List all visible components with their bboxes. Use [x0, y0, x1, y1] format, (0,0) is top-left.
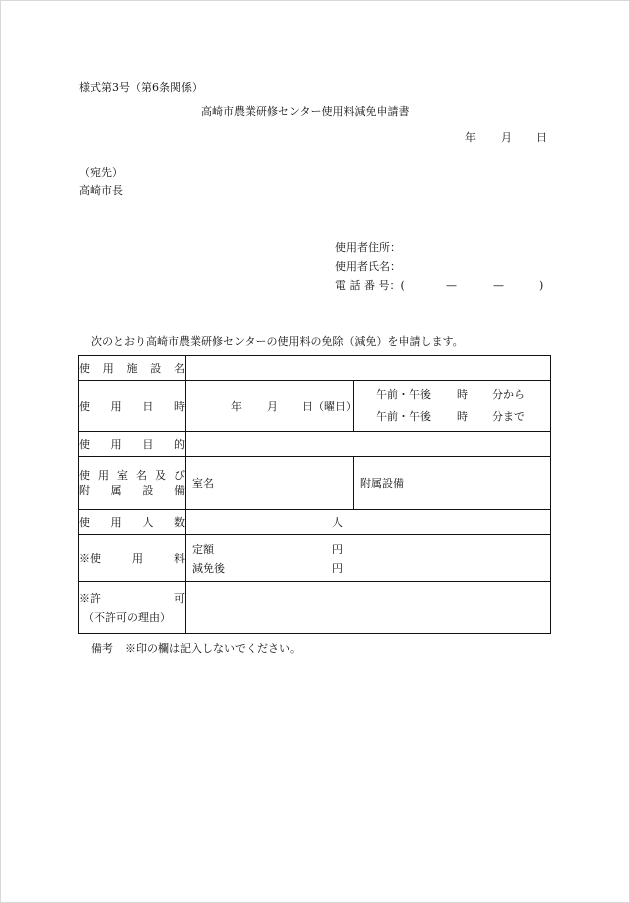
facility-value-cell[interactable] — [186, 356, 551, 381]
fee-reduced-label: 減免後 — [192, 562, 225, 575]
phone-dash-1: — — [446, 279, 457, 292]
intro-statement: 次のとおり高崎市農業研修センターの使用料の免除（減免）を申請します。 — [91, 335, 464, 348]
form-number: 様式第3号（第6条関係） — [79, 81, 203, 94]
fee-fixed-unit: 円 — [332, 543, 343, 556]
use-year: 年 — [231, 400, 242, 413]
room-label: 使 用 室 名 及 び 附 属 設 備 — [79, 457, 186, 510]
equipment-label: 附属設備 — [360, 477, 404, 490]
phone-close: ) — [539, 279, 544, 292]
people-label: 使 用 人 数 — [79, 510, 186, 535]
permit-reason: （不許可の理由） — [83, 610, 171, 624]
row-facility — [79, 356, 551, 381]
datetime-label: 使 用 日 時 — [79, 381, 186, 432]
row-permit — [79, 582, 551, 634]
equipment-subcell[interactable] — [354, 457, 550, 509]
fee-label: ※使 用 料 — [79, 535, 186, 582]
date-year: 年 — [465, 131, 476, 144]
permit-value-cell[interactable] — [186, 582, 551, 634]
fee-value-cell[interactable] — [186, 535, 551, 582]
people-unit: 人 — [332, 516, 343, 529]
room-name-label: 室名 — [192, 477, 214, 490]
phone-label: 電 話 番 号：( — [335, 279, 405, 292]
fee-fixed-label: 定額 — [192, 543, 214, 556]
row-purpose — [79, 432, 551, 457]
room-name-subcell[interactable] — [186, 457, 354, 509]
phone-dash-2: — — [493, 279, 504, 292]
time-subcell[interactable] — [354, 381, 550, 431]
date-subcell[interactable] — [186, 381, 357, 431]
row-room — [79, 457, 551, 510]
note-text: ※印の欄は記入しないでください。 — [125, 642, 301, 655]
note-label: 備考 — [91, 642, 113, 655]
room-value-cell[interactable] — [186, 457, 551, 510]
facility-label: 使 用 施 設 名 — [79, 356, 186, 381]
purpose-label: 使 用 目 的 — [79, 432, 186, 457]
purpose-value-cell[interactable] — [186, 432, 551, 457]
end-ampm: 午前・午後 — [376, 410, 431, 423]
use-month: 月 — [267, 400, 278, 413]
row-fee — [79, 535, 551, 582]
end-minute: 分まで — [492, 410, 525, 423]
use-day-weekday: 日（曜日） — [302, 400, 357, 413]
row-datetime — [79, 381, 551, 432]
datetime-value-cell[interactable] — [186, 381, 551, 432]
addressee-name: 高崎市長 — [79, 184, 123, 197]
start-hour: 時 — [457, 388, 468, 401]
application-table — [78, 355, 551, 634]
date-day: 日 — [536, 131, 547, 144]
applicant-address-label: 使用者住所： — [335, 241, 401, 254]
date-month: 月 — [501, 131, 512, 144]
applicant-name-label: 使用者氏名： — [335, 260, 401, 273]
start-ampm: 午前・午後 — [376, 388, 431, 401]
addressee-prefix: （宛先） — [79, 166, 123, 179]
form-title: 高崎市農業研修センター使用料減免申請書 — [201, 105, 410, 118]
row-people — [79, 510, 551, 535]
start-minute: 分から — [492, 388, 525, 401]
people-value-cell[interactable] — [186, 510, 551, 535]
end-hour: 時 — [457, 410, 468, 423]
fee-reduced-unit: 円 — [332, 562, 343, 575]
permit-label: ※許 可 （不許可の理由） — [79, 582, 186, 634]
